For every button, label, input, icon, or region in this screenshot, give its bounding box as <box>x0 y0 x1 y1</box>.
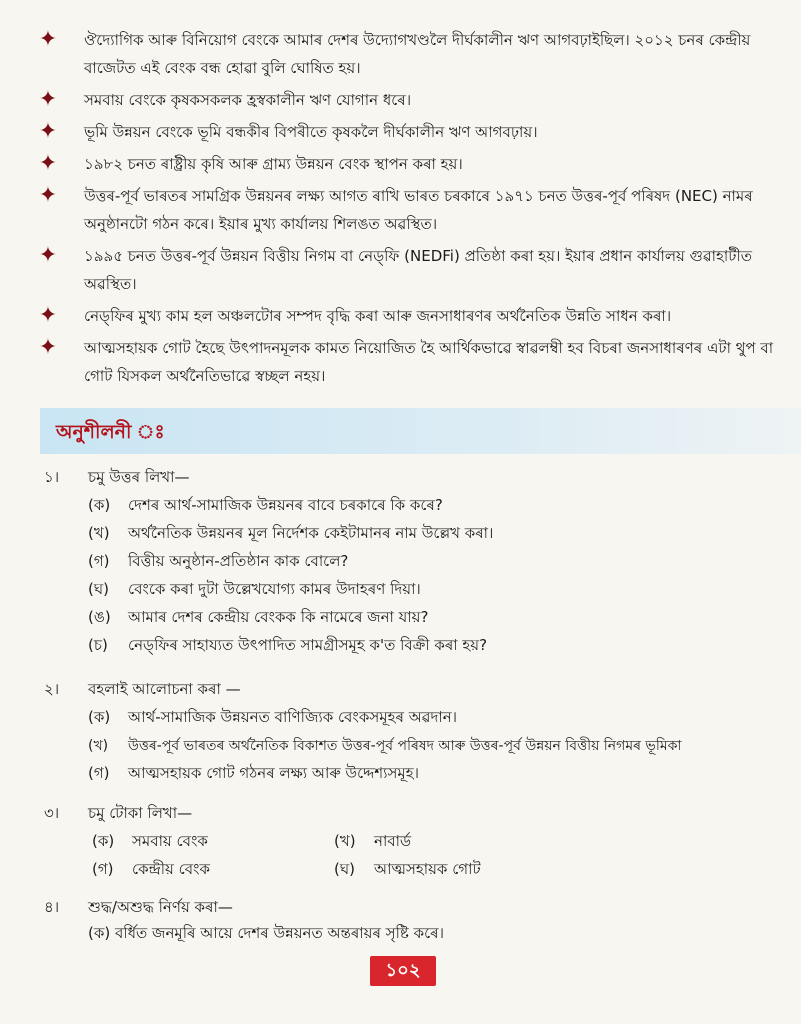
item-label: (গ) <box>92 860 114 878</box>
question-number: ৪। <box>44 898 60 916</box>
summary-text: উত্তৰ-পূৰ্ব ভাৰতৰ সামগ্ৰিক উন্নয়নৰ লক্ষ্য আগত ৰাখি ভাৰত চৰকাৰে ১৯৭১ চনত উত্তৰ-পূৰ্ব পৰিষদ (NEC) নামৰ অনুষ্ঠানটো গঠন কৰে। ইয়াৰ মুখ্য কাৰ্যালয় শিলঙত অৱস্থিত। <box>84 187 753 233</box>
item-text: অৰ্থনৈতিক উন্নয়নৰ মূল নিৰ্দেশক কেইটামানৰ নাম উল্লেখ কৰা। <box>128 524 494 542</box>
summary-item <box>38 118 788 146</box>
item-label: (খ) <box>88 738 109 754</box>
four-point-star-icon: ✦ <box>38 27 58 52</box>
question-heading: শুদ্ধ/অশুদ্ধ নিৰ্ণয় কৰা— <box>88 898 233 916</box>
question-item <box>88 734 682 758</box>
four-point-star-icon: ✦ <box>38 87 58 112</box>
question-item <box>88 522 493 547</box>
summary-item <box>38 26 788 82</box>
item-label: (ঘ) <box>334 860 355 878</box>
question-item <box>88 494 443 519</box>
item-text: নেড্‌ফিৰ সাহায্যত উৎপাদিত সামগ্ৰীসমূহ ক'ত বিক্ৰী কৰা হয়? <box>128 636 488 654</box>
question-number: ৩। <box>44 804 60 822</box>
question-heading: চমু টোকা লিখা— <box>88 804 193 822</box>
item-label: (ক) <box>88 496 111 514</box>
item-label: (ক) <box>88 924 111 942</box>
summary-text: সমবায় বেংকে কৃষকসকলক হ্ৰস্বকালীন ঋণ যোগান ধৰে। <box>84 91 412 109</box>
summary-text: ১৯৯৫ চনত উত্তৰ-পূৰ্ব উন্নয়ন বিত্তীয় নিগম বা নেড্‌ফি (NEDFi) প্ৰতিষ্ঠা কৰা হয়। ইয়াৰ প্ৰধান কাৰ্যালয় গুৱাহাটীত অৱস্থিত। <box>84 247 752 293</box>
page-number: ১০২ <box>370 956 436 986</box>
item-text: সমবায় বেংক <box>132 832 208 850</box>
question-item <box>92 830 208 855</box>
question-item <box>88 550 348 575</box>
item-text: আৰ্থ-সামাজিক উন্নয়নত বাণিজ্যিক বেংকসমূহৰ অৱদান। <box>128 708 458 726</box>
item-text: বিত্তীয় অনুষ্ঠান-প্ৰতিষ্ঠান কাক বোলে? <box>128 552 349 570</box>
item-text: উত্তৰ-পূৰ্ব ভাৰতৰ অৰ্থনৈতিক বিকাশত উত্তৰ-পূৰ্ব পৰিষদ আৰু উত্তৰ-পূৰ্ব উন্নয়ন বিত্তীয় নিগমৰ ভূমিকা <box>128 738 682 754</box>
item-label: (ঘ) <box>88 580 109 598</box>
question-item <box>88 706 457 731</box>
summary-item <box>38 150 788 178</box>
summary-list <box>38 26 788 394</box>
four-point-star-icon: ✦ <box>38 335 58 360</box>
item-label: (ক) <box>92 832 115 850</box>
question-number: ১। <box>44 468 60 486</box>
item-text: আত্মসহায়ক গোট গঠনৰ লক্ষ্য আৰু উদ্দেশ্যসমূহ। <box>128 764 419 782</box>
summary-item <box>38 86 788 114</box>
summary-item <box>38 242 788 298</box>
item-label: (খ) <box>334 832 356 850</box>
item-text: দেশৰ আৰ্থ-সামাজিক উন্নয়নৰ বাবে চৰকাৰে কি কৰে? <box>128 496 443 514</box>
summary-text: নেড্‌ফিৰ মুখ্য কাম হল অঞ্চলটোৰ সম্পদ বৃদ্ধি কৰা আৰু জনসাধাৰণৰ অৰ্থনৈতিক উন্নতি সাধন কৰা। <box>84 307 672 325</box>
question-item <box>88 922 444 947</box>
summary-item <box>38 302 788 330</box>
summary-text: ১৯৮২ চনত ৰাষ্ট্ৰীয় কৃষি আৰু গ্ৰাম্য উন্নয়ন বেংক স্থাপন কৰা হয়। <box>84 155 463 173</box>
four-point-star-icon: ✦ <box>38 183 58 208</box>
question-heading: চমু উত্তৰ লিখা— <box>88 468 190 486</box>
question-item <box>88 634 487 659</box>
item-text: বেংকে কৰা দুটা উল্লেখযোগ্য কামৰ উদাহৰণ দিয়া। <box>128 580 421 598</box>
question-number: ২। <box>44 680 60 698</box>
item-label: (ক) <box>88 708 111 726</box>
item-label: (খ) <box>88 524 110 542</box>
summary-item <box>38 182 788 238</box>
item-text: বৰ্ধিত জনমূৰি আয়ে দেশৰ উন্নয়নত অন্তৰায়ৰ সৃষ্টি কৰে। <box>114 924 444 942</box>
item-label: (ঙ) <box>88 608 111 626</box>
four-point-star-icon: ✦ <box>38 243 58 268</box>
four-point-star-icon: ✦ <box>38 119 58 144</box>
four-point-star-icon: ✦ <box>38 151 58 176</box>
question-item <box>334 830 411 855</box>
summary-item <box>38 334 788 390</box>
summary-text: ভূমি উন্নয়ন বেংকে ভূমি বন্ধকীৰ বিপৰীতে কৃষকলৈ দীৰ্ঘকালীন ঋণ আগবঢ়ায়। <box>84 123 538 141</box>
four-point-star-icon: ✦ <box>38 303 58 328</box>
question-item <box>88 578 421 603</box>
question-item <box>88 606 428 631</box>
question-heading: বহলাই আলোচনা কৰা — <box>88 680 241 698</box>
summary-text: ঔদ্যোগিক আৰু বিনিয়োগ বেংকে আমাৰ দেশৰ উদ্যোগখণ্ডলৈ দীৰ্ঘকালীন ঋণ আগবঢ়াইছিল। ২০১২ চনৰ কেন্দ্ৰীয় বাজেটত এই বেংক বন্ধ হোৱা বুলি ঘোষিত হয়। <box>84 31 751 77</box>
question-item <box>334 858 481 883</box>
question-item <box>88 762 419 787</box>
item-text: আমাৰ দেশৰ কেন্দ্ৰীয় বেংকক কি নামেৰে জনা যায়? <box>128 608 429 626</box>
item-text: আত্মসহায়ক গোট <box>374 860 481 878</box>
item-label: (গ) <box>88 764 110 782</box>
item-text: কেন্দ্ৰীয় বেংক <box>132 860 210 878</box>
exercise-title: অনুশীলনী ঃ <box>56 421 165 443</box>
summary-text: আত্মসহায়ক গোট হৈছে উৎপাদনমূলক কামত নিয়োজিত হৈ আৰ্থিকভাৱে স্বাৱলম্বী হব বিচৰা জনসাধাৰণৰ এটা থুপ বা গোট যিসকল অৰ্থনৈতিভাৱে স্বচ্ছল নহয়। <box>84 339 774 385</box>
item-text: নাবাৰ্ড <box>374 832 412 850</box>
item-label: (চ) <box>88 636 108 654</box>
item-label: (গ) <box>88 552 110 570</box>
question-item <box>92 858 210 883</box>
